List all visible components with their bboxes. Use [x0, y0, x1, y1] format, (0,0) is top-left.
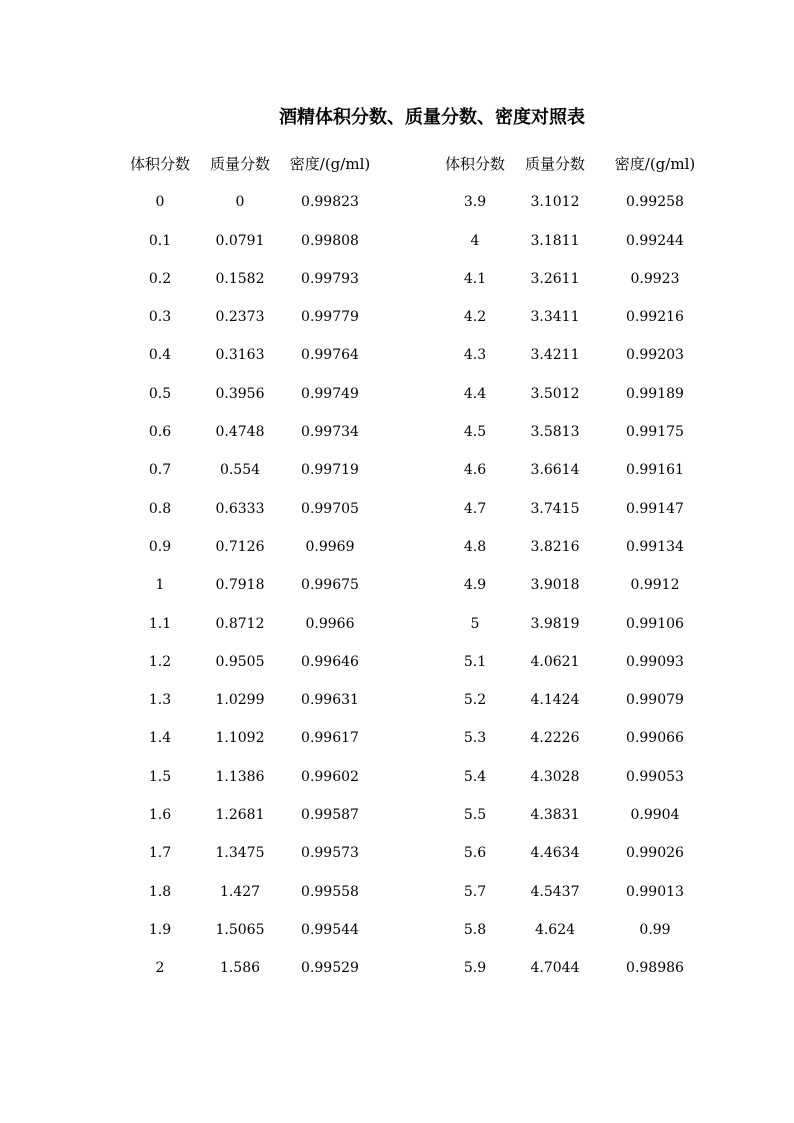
cell-mass-fraction: 3.4211 — [530, 347, 580, 364]
cell-density: 0.99675 — [301, 577, 359, 594]
table-header-row — [435, 150, 715, 188]
cell-mass-fraction: 3.8216 — [530, 538, 580, 555]
cell-density: 0.99216 — [626, 309, 684, 326]
cell-density: 0.99013 — [626, 883, 684, 900]
header-density: 密度/(g/ml) — [289, 155, 371, 173]
cell-mass-fraction: 4.0621 — [530, 653, 580, 670]
cell-density: 0.98986 — [626, 960, 684, 977]
table-row — [435, 380, 715, 418]
cell-volume-fraction: 5.1 — [463, 653, 487, 670]
cell-mass-fraction: 4.2226 — [530, 730, 580, 747]
cell-mass-fraction: 3.9018 — [530, 577, 580, 594]
cell-mass-fraction: 3.5813 — [530, 424, 580, 441]
cell-density: 0.99161 — [626, 462, 684, 479]
table-row — [435, 839, 715, 877]
cell-density: 0.99734 — [301, 424, 359, 441]
cell-volume-fraction: 0.5 — [148, 385, 172, 402]
table-row — [435, 648, 715, 686]
table-row — [120, 533, 380, 571]
cell-mass-fraction: 4.4634 — [530, 845, 580, 862]
table-row — [435, 686, 715, 724]
cell-volume-fraction: 4.5 — [463, 424, 487, 441]
cell-volume-fraction: 0.2 — [148, 270, 172, 287]
table-row — [435, 341, 715, 379]
table-row — [120, 571, 380, 609]
cell-volume-fraction: 4.8 — [463, 538, 487, 555]
cell-mass-fraction: 1.1092 — [215, 730, 265, 747]
cell-volume-fraction: 0.1 — [148, 232, 172, 249]
cell-volume-fraction: 4 — [470, 232, 480, 249]
table-left-body — [120, 188, 380, 992]
table-row — [120, 878, 380, 916]
table-row — [120, 303, 380, 341]
cell-volume-fraction: 1.2 — [148, 653, 172, 670]
cell-mass-fraction: 4.624 — [534, 921, 576, 938]
table-row — [120, 341, 380, 379]
cell-mass-fraction: 1.3475 — [215, 845, 265, 862]
cell-volume-fraction: 5.6 — [463, 845, 487, 862]
cell-volume-fraction: 4.6 — [463, 462, 487, 479]
header-volume-fraction: 体积分数 — [444, 155, 505, 173]
cell-density: 0.99529 — [301, 960, 359, 977]
table-row — [435, 265, 715, 303]
cell-density: 0.9966 — [305, 615, 355, 632]
table-row — [435, 763, 715, 801]
table-row — [435, 418, 715, 456]
cell-density: 0.99705 — [301, 500, 359, 517]
table-row — [435, 571, 715, 609]
cell-density: 0.99558 — [301, 883, 359, 900]
cell-volume-fraction: 1.9 — [148, 921, 172, 938]
cell-volume-fraction: 0.3 — [148, 309, 172, 326]
table-row — [435, 303, 715, 341]
cell-density: 0.99793 — [301, 270, 359, 287]
cell-mass-fraction: 0.4748 — [215, 424, 265, 441]
table-row — [435, 724, 715, 762]
cell-volume-fraction: 4.1 — [463, 270, 487, 287]
cell-mass-fraction: 4.5437 — [530, 883, 580, 900]
header-mass-fraction: 质量分数 — [524, 155, 585, 173]
cell-volume-fraction: 5.7 — [463, 883, 487, 900]
table-row — [435, 456, 715, 494]
table-row — [120, 456, 380, 494]
cell-density: 0.99808 — [301, 232, 359, 249]
table-row — [435, 188, 715, 226]
cell-volume-fraction: 1.4 — [148, 730, 172, 747]
table-row — [435, 878, 715, 916]
table-right-half — [435, 150, 715, 993]
cell-density: 0.9969 — [305, 538, 355, 555]
cell-density: 0.99244 — [626, 232, 684, 249]
cell-mass-fraction: 3.3411 — [530, 309, 580, 326]
cell-density: 0.99093 — [626, 653, 684, 670]
cell-density: 0.99587 — [301, 807, 359, 824]
table-row — [435, 801, 715, 839]
cell-volume-fraction: 4.4 — [463, 385, 487, 402]
table-row — [120, 188, 380, 226]
cell-density: 0.99573 — [301, 845, 359, 862]
cell-volume-fraction: 1 — [155, 577, 165, 594]
table-header-row — [120, 150, 380, 188]
table-row — [120, 648, 380, 686]
cell-density: 0.99189 — [626, 385, 684, 402]
cell-mass-fraction: 1.5065 — [215, 921, 265, 938]
page-title: 酒精体积分数、质量分数、密度对照表 — [279, 107, 585, 128]
cell-volume-fraction: 4.2 — [463, 309, 487, 326]
cell-volume-fraction: 1.7 — [148, 845, 172, 862]
cell-density: 0.99749 — [301, 385, 359, 402]
cell-mass-fraction: 3.2611 — [530, 270, 580, 287]
cell-mass-fraction: 4.7044 — [530, 960, 580, 977]
table-row — [435, 610, 715, 648]
table-row — [120, 801, 380, 839]
cell-mass-fraction: 1.1386 — [215, 768, 265, 785]
cell-mass-fraction: 1.0299 — [215, 692, 265, 709]
cell-density: 0.99602 — [301, 768, 359, 785]
table-row — [120, 916, 380, 954]
cell-volume-fraction: 5.8 — [463, 921, 487, 938]
cell-volume-fraction: 0 — [155, 194, 165, 211]
table-row — [120, 495, 380, 533]
cell-volume-fraction: 5.9 — [463, 960, 487, 977]
cell-mass-fraction: 0.1582 — [215, 270, 265, 287]
table-left-half — [120, 150, 380, 993]
cell-volume-fraction: 5.4 — [463, 768, 487, 785]
cell-density: 0.99175 — [626, 424, 684, 441]
cell-mass-fraction: 0.7918 — [215, 577, 265, 594]
table-row — [120, 763, 380, 801]
cell-volume-fraction: 5.3 — [463, 730, 487, 747]
cell-volume-fraction: 4.9 — [463, 577, 487, 594]
table-row — [435, 533, 715, 571]
cell-mass-fraction: 0.7126 — [215, 538, 265, 555]
table-row — [120, 686, 380, 724]
cell-volume-fraction: 5 — [470, 615, 480, 632]
cell-mass-fraction: 3.6614 — [530, 462, 580, 479]
table-row — [435, 916, 715, 954]
cell-volume-fraction: 0.9 — [148, 538, 172, 555]
cell-mass-fraction: 4.3831 — [530, 807, 580, 824]
cell-volume-fraction: 1.8 — [148, 883, 172, 900]
cell-volume-fraction: 4.7 — [463, 500, 487, 517]
cell-density: 0.99026 — [626, 845, 684, 862]
table-right-body — [435, 188, 715, 992]
cell-volume-fraction: 5.5 — [463, 807, 487, 824]
cell-mass-fraction: 0.6333 — [215, 500, 265, 517]
cell-mass-fraction: 0.9505 — [215, 653, 265, 670]
cell-density: 0.99617 — [301, 730, 359, 747]
table-row — [120, 610, 380, 648]
cell-volume-fraction: 4.3 — [463, 347, 487, 364]
cell-mass-fraction: 0 — [235, 194, 245, 211]
cell-density: 0.9912 — [630, 577, 680, 594]
cell-mass-fraction: 0.8712 — [215, 615, 265, 632]
cell-volume-fraction: 1.5 — [148, 768, 172, 785]
cell-mass-fraction: 3.7415 — [530, 500, 580, 517]
cell-mass-fraction: 0.3956 — [215, 385, 265, 402]
cell-density: 0.9904 — [630, 807, 680, 824]
header-volume-fraction: 体积分数 — [129, 155, 190, 173]
cell-density: 0.99134 — [626, 538, 684, 555]
table-row — [120, 380, 380, 418]
cell-mass-fraction: 4.3028 — [530, 768, 580, 785]
cell-density: 0.9923 — [630, 270, 680, 287]
cell-density: 0.99203 — [626, 347, 684, 364]
cell-volume-fraction: 0.8 — [148, 500, 172, 517]
cell-mass-fraction: 0.2373 — [215, 309, 265, 326]
table-row — [435, 495, 715, 533]
cell-mass-fraction: 3.5012 — [530, 385, 580, 402]
table-row — [120, 839, 380, 877]
cell-mass-fraction: 3.1012 — [530, 194, 580, 211]
cell-mass-fraction: 1.586 — [219, 960, 261, 977]
cell-mass-fraction: 4.1424 — [530, 692, 580, 709]
cell-density: 0.99 — [639, 921, 671, 938]
cell-volume-fraction: 5.2 — [463, 692, 487, 709]
cell-density: 0.99066 — [626, 730, 684, 747]
cell-volume-fraction: 0.6 — [148, 424, 172, 441]
header-mass-fraction: 质量分数 — [209, 155, 270, 173]
cell-density: 0.99823 — [301, 194, 359, 211]
cell-mass-fraction: 3.9819 — [530, 615, 580, 632]
cell-density: 0.99544 — [301, 921, 359, 938]
cell-mass-fraction: 0.554 — [219, 462, 261, 479]
cell-volume-fraction: 1.1 — [148, 615, 172, 632]
cell-mass-fraction: 0.0791 — [215, 232, 265, 249]
cell-density: 0.99779 — [301, 309, 359, 326]
cell-density: 0.99719 — [301, 462, 359, 479]
cell-density: 0.99106 — [626, 615, 684, 632]
header-density: 密度/(g/ml) — [614, 155, 696, 173]
cell-density: 0.99147 — [626, 500, 684, 517]
cell-density: 0.99631 — [301, 692, 359, 709]
cell-density: 0.99764 — [301, 347, 359, 364]
cell-volume-fraction: 3.9 — [463, 194, 487, 211]
cell-density: 0.99053 — [626, 768, 684, 785]
cell-mass-fraction: 1.427 — [219, 883, 261, 900]
table-row — [120, 227, 380, 265]
cell-volume-fraction: 0.7 — [148, 462, 172, 479]
cell-mass-fraction: 0.3163 — [215, 347, 265, 364]
table-row — [120, 724, 380, 762]
table-row — [120, 418, 380, 456]
table-row — [435, 227, 715, 265]
cell-density: 0.99646 — [301, 653, 359, 670]
table-row — [435, 954, 715, 992]
cell-volume-fraction: 2 — [155, 960, 165, 977]
cell-volume-fraction: 1.3 — [148, 692, 172, 709]
cell-density: 0.99258 — [626, 194, 684, 211]
cell-mass-fraction: 3.1811 — [530, 232, 580, 249]
table-row — [120, 265, 380, 303]
cell-volume-fraction: 1.6 — [148, 807, 172, 824]
cell-mass-fraction: 1.2681 — [215, 807, 265, 824]
cell-density: 0.99079 — [626, 692, 684, 709]
cell-volume-fraction: 0.4 — [148, 347, 172, 364]
table-row — [120, 954, 380, 992]
